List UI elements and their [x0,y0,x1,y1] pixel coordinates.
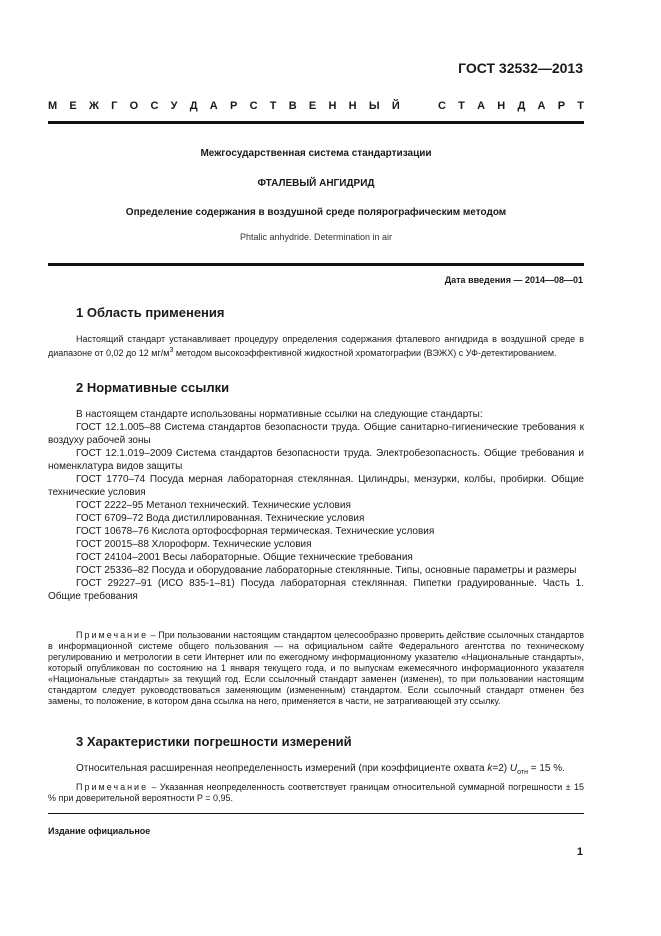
banner-letter: С [438,100,446,112]
section-1-text [48,334,584,359]
introduction-date: Дата введения — 2014—08—01 [444,275,583,285]
title-rule [48,263,584,266]
section-3-heading: 3 Характеристики погрешности измерений [76,734,352,749]
banner-letter: Е [69,100,77,112]
section-1-heading: 1 Область применения [76,305,225,320]
banner-letter: Т [458,100,465,112]
banner-letter: У [170,100,178,112]
banner-letter: С [249,100,258,112]
uncertainty-statement [48,762,584,779]
unit-superscript: 3 [169,347,174,354]
banner-letter: А [209,100,218,112]
banner-letter: С [150,100,159,112]
banner-letter: Д [189,100,198,112]
banner-letter: Т [269,100,277,112]
uncertainty-note-text [48,782,584,804]
section-3-text [48,762,584,779]
banner-letter: Е [308,100,317,112]
uncertainty-text: Относительная расширенная неопределенность измерений (при коэффициенте охвата [76,763,488,774]
reference-item: ГОСТ 24104–2001 Весы лабораторные. Общие технические требования [76,552,413,563]
standard-word [438,100,584,112]
section-1-text-part: методом высокоэффективной жидкостной хроматографии (ВЭЖХ) с УФ-детектированием. [173,348,557,358]
note-body: – При пользовании настоящим стандартом целесообразно проверить действие ссылочных стандартов в информационной системе общего пользования — на официальном сайте Федерального агентства по техническому регулированию и метрологии в сети Интернет или по ежегодному информационному указателю «Национальные стандарты», который опубликован по состоянию на 1 января текущего года, и по выпускам ежемесячного информационного указателя «Национальные стандарты» за текущий год. Если ссылочный стандарт заменен (изменен), то при пользовании настоящим стандартом следует руководствоваться заменяющим (измененным) стандартом. Если ссылочный стандарт отменен без замены, то положение, в котором дана ссылка на него, применяется в части, не затрагивающей эту ссылку. [48,630,584,706]
reference-item: ГОСТ 10678–76 Кислота ортофосфорная термическая. Технические условия [76,526,435,537]
banner-letter: М [48,100,58,112]
banner-letter: А [537,100,546,112]
uncertainty-text: =2) [492,763,510,774]
uncertainty-symbol: U [509,763,518,774]
banner-letter: Н [497,100,506,112]
coverage-factor-symbol: k [487,763,493,774]
references-note-text [48,630,584,707]
banner-letter: Ы [368,100,380,112]
header-rule [48,121,584,124]
standard-system: Межгосударственная система стандартизации [200,148,432,159]
banner-letter: Р [557,100,566,112]
reference-item: ГОСТ 29227–91 (ИСО 835-1–81) Посуда лабораторная стеклянная. Пипетки градуированные. Часть 1. Общие требования [48,578,584,602]
reference-item: ГОСТ 6709–72 Вода дистиллированная. Технические условия [76,513,365,524]
reference-item: ГОСТ 12.1.005–88 Система стандартов безопасности труда. Общие санитарно-гигиенические требования к воздуху рабочей зоны [48,422,584,446]
note-body: – Указанная неопределенность соответствует границам относительной суммарной погрешности ± 15 % при доверительной вероятности P = 0,95. [48,782,584,803]
document-code: ГОСТ 32532—2013 [458,60,583,76]
interstate-word [48,100,400,112]
banner-letter: Й [391,100,400,112]
banner-letter: В [288,100,297,112]
section-2-heading: 2 Нормативные ссылки [76,380,230,395]
reference-item: ГОСТ 2222–95 Метанол технический. Технические условия [76,500,351,511]
banner-letter: Д [517,100,526,112]
document-title: ФТАЛЕВЫЙ АНГИДРИД [257,178,375,189]
banner-letter: А [477,100,486,112]
uncertainty-subscript: отн [517,769,528,776]
references-intro: В настоящем стандарте использованы нормативные ссылки на следующие стандарты: [76,409,483,420]
section-1-text-part: Настоящий стандарт устанавливает процедуру определения содержания фталевого ангидрида в воздушной среде в диапазоне от 0,02 до 12 мг/м [48,334,584,358]
reference-item: ГОСТ 20015–88 Хлороформ. Технические условия [76,539,312,550]
official-edition-label: Издание официальное [48,826,151,836]
uncertainty-note [48,782,584,804]
normative-references [48,408,584,603]
uncertainty-text: = 15 %. [527,763,565,774]
banner-letter: Ж [88,100,99,112]
banner-letter: Н [328,100,337,112]
references-note [48,630,584,707]
page-number: 1 [576,846,583,858]
document-subtitle: Определение содержания в воздушной среде полярографическим методом [125,207,507,218]
footer-rule [48,813,584,814]
interstate-standard-banner [48,100,584,112]
banner-letter: Н [348,100,357,112]
note-label: Примечание [76,630,149,640]
note-label: Примечание [76,782,149,792]
banner-letter: Р [229,100,238,112]
reference-item: ГОСТ 1770–74 Посуда мерная лабораторная стеклянная. Цилиндры, мензурки, колбы, пробирки. Общие технические условия [48,474,584,498]
banner-letter: Г [111,100,118,112]
reference-item: ГОСТ 25336–82 Посуда и оборудование лабораторные стеклянные. Типы, основные параметры и размеры [76,565,577,576]
reference-item: ГОСТ 12.1.019–2009 Система стандартов безопасности труда. Электробезопасность. Общие требования и номенклатура видов защиты [48,448,584,472]
banner-letter: Т [577,100,584,112]
banner-letter: О [129,100,139,112]
english-title: Phtalic anhydride. Determination in air [239,232,393,242]
